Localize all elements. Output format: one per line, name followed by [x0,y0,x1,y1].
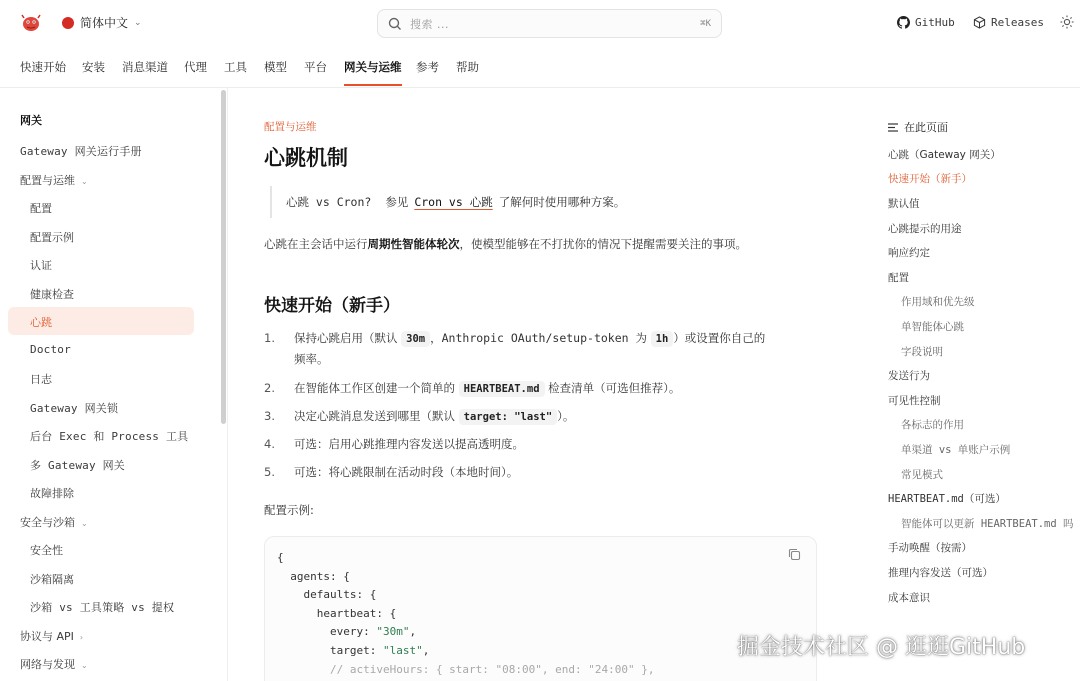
intro-text-tail: ，使模型能够在不打扰你的情况下提醒需要关注的事项。 [459,237,747,251]
china-flag-icon [62,17,74,29]
step-text: 决定心跳消息发送到哪里（默认 [294,409,455,423]
toc-item[interactable]: 可见性控制 [888,395,941,407]
step-text: 保持心跳启用（默认 [294,331,398,345]
toc-title-label: 在此页面 [904,121,948,134]
toc-subitem[interactable]: 单智能体心跳 [901,321,964,333]
sidebar-item-config-examples[interactable]: 配置示例 [30,231,74,244]
step-number: 1. [264,331,275,345]
chevron-down-icon: ⌄ [81,177,88,186]
toc-subitem[interactable]: 字段说明 [901,346,943,358]
sidebar-item-gateway-lock[interactable]: Gateway 网关锁 [30,402,119,415]
table-of-contents [888,88,1080,681]
copy-icon[interactable] [788,548,801,561]
list-item [264,380,680,396]
tab-tools[interactable]: 工具 [224,60,247,74]
search-placeholder: 搜索 ... [410,17,449,31]
sidebar-item-background-exec[interactable]: 后台 Exec 和 Process 工具 [30,430,189,443]
main-nav [0,46,1080,88]
code-key: target: [277,643,383,657]
section-heading-quickstart: 快速开始（新手） [264,296,400,316]
toc-item[interactable]: HEARTBEAT.md（可选） [888,493,1006,505]
sidebar-item-sandbox-vs-policy[interactable]: 沙箱 vs 工具策略 vs 提权 [30,601,175,614]
toc-subitem[interactable]: 智能体可以更新 HEARTBEAT.md 吗 [901,518,1074,530]
code-string: "30m" [376,625,410,639]
step-text: 在智能体工作区创建一个简单的 [294,381,455,395]
sidebar [0,88,228,681]
tab-quickstart[interactable]: 快速开始 [20,60,66,74]
note-lead: 心跳 vs Cron? [286,195,372,209]
code-line: heartbeat: { [277,606,397,620]
sidebar-item-security[interactable]: 安全性 [30,544,63,557]
chevron-down-icon: ⌄ [134,17,142,28]
step-text: 可选：将心跳限制在活动时段（本地时间）。 [294,465,519,479]
chevron-down-icon: ⌄ [81,519,88,528]
step-number: 3. [264,409,275,423]
cron-vs-heartbeat-link[interactable]: Cron vs 心跳 [414,195,493,209]
step-text: 可选：启用心跳推理内容发送以提高透明度。 [294,437,524,451]
tab-gateway-ops[interactable]: 网关与运维 [344,60,402,74]
toc-item[interactable]: 默认值 [888,198,920,210]
search-icon [388,17,402,31]
sidebar-item-doctor[interactable]: Doctor [30,343,71,356]
github-icon [897,16,910,29]
toc-item-active[interactable]: 快速开始（新手） [888,173,972,185]
step-number: 5. [264,465,275,479]
toc-subitem[interactable]: 常见模式 [901,469,943,481]
step-text: 检查清单（可选但推荐）。 [548,381,681,395]
code-block[interactable] [264,536,817,681]
tab-install[interactable]: 安装 [82,60,105,74]
code-string: "last" [382,643,423,657]
search-shortcut: ⌘K [700,18,711,29]
toc-subitem[interactable]: 各标志的作用 [901,419,964,431]
sidebar-item-gateway-runbook[interactable]: Gateway 网关运行手册 [20,145,142,158]
toc-item[interactable]: 手动唤醒（按需） [888,542,972,554]
step-text: ）或设置你自己的 [673,331,766,345]
step-text: ，Anthropic OAuth/setup-token 为 [430,331,647,345]
toc-item[interactable]: 成本意识 [888,592,930,604]
sidebar-item-auth[interactable]: 认证 [30,259,52,272]
tab-models[interactable]: 模型 [264,60,287,74]
list-item [264,330,765,346]
toc-item[interactable]: 发送行为 [888,370,930,382]
sidebar-item-health-check[interactable]: 健康检查 [30,288,74,301]
sidebar-item-troubleshooting[interactable]: 故障排除 [30,487,74,500]
sidebar-group-protocol-api[interactable] [20,628,83,644]
tab-help[interactable]: 帮助 [456,60,479,74]
callout-note [270,186,625,218]
code-line: defaults: { [277,588,377,602]
inline-code: target: "last" [459,409,558,425]
toc-title [888,119,948,135]
main-content [264,88,824,681]
sidebar-group-label: 协议与 API [20,630,74,643]
sidebar-scrollbar[interactable] [221,90,226,424]
code-key: every: [277,625,377,639]
code-line: { [277,551,284,564]
sidebar-group-config-ops[interactable] [20,172,88,188]
intro-bold: 周期性智能体轮次 [367,237,460,251]
list-item-continuation: 频率。 [294,352,329,366]
chevron-down-icon: ⌄ [81,661,88,670]
language-selector[interactable] [62,14,142,31]
search-input[interactable] [377,9,722,38]
list-item [264,436,524,452]
code-comment: // activeHours: { start: "08:00", end: "24:00" }, [277,662,655,676]
example-label: 配置示例: [264,503,314,517]
sun-theme-toggle-icon[interactable] [1060,15,1074,29]
github-link[interactable] [897,16,955,29]
watermark: 掘金技术社区 @ 逛逛GitHub [737,635,1026,660]
lobster-logo-icon[interactable] [20,12,42,34]
toc-item[interactable]: 心跳提示的用途 [888,223,962,235]
inline-code: 30m [401,331,430,347]
releases-link[interactable] [973,16,1044,29]
tab-reference[interactable]: 参考 [416,60,439,74]
language-label: 简体中文 [80,16,129,30]
step-number: 4. [264,437,275,451]
tab-platforms[interactable]: 平台 [304,60,327,74]
sidebar-group-label: 配置与运维 [20,174,75,187]
top-bar [0,0,1080,46]
code-line: agents: { [277,569,350,583]
sidebar-item-heartbeat[interactable]: 心跳 [30,316,52,329]
inline-code: 1h [651,331,674,347]
step-number: 2. [264,381,275,395]
sidebar-item-multi-gateway[interactable]: 多 Gateway 网关 [30,459,126,472]
page-title: 心跳机制 [264,146,348,170]
tab-agents[interactable]: 代理 [184,60,207,74]
step-text: ）。 [557,409,575,423]
code-line: target: "last", [277,643,430,657]
github-label: GitHub [915,16,955,29]
list-item [264,464,518,480]
breadcrumb[interactable]: 配置与运维 [264,121,317,133]
note-tail: 了解何时使用哪种方案。 [498,195,626,209]
sidebar-item-logs[interactable]: 日志 [30,373,52,386]
package-icon [973,16,986,29]
list-icon [888,123,898,132]
inline-code: HEARTBEAT.md [459,381,545,397]
toc-item[interactable]: 推理内容发送（可选） [888,567,993,579]
toc-item[interactable]: 响应约定 [888,247,930,259]
note-see: 参见 [385,195,409,209]
sidebar-group-label: 安全与沙箱 [20,516,75,529]
toc-subitem[interactable]: 单渠道 vs 单账户示例 [901,444,1011,456]
code-line: every: "30m", [277,625,417,639]
toc-item[interactable]: 配置 [888,272,909,284]
toc-subitem[interactable]: 作用域和优先级 [901,296,975,308]
sidebar-group-label: 网络与发现 [20,658,75,671]
list-item [264,408,574,424]
chevron-right-icon: › [79,633,84,642]
sidebar-item-config[interactable]: 配置 [30,202,52,215]
intro-text: 心跳在主会话中运行 [264,237,368,251]
sidebar-group-network-discovery[interactable] [20,656,88,672]
tab-channels[interactable]: 消息渠道 [122,60,168,74]
toc-item[interactable]: 心跳（Gateway 网关） [888,149,1001,161]
sidebar-heading: 网关 [20,114,42,127]
sidebar-group-security[interactable] [20,514,88,530]
sidebar-item-sandboxing[interactable]: 沙箱隔离 [30,573,74,586]
releases-label: Releases [991,16,1044,29]
intro-paragraph [264,236,747,252]
